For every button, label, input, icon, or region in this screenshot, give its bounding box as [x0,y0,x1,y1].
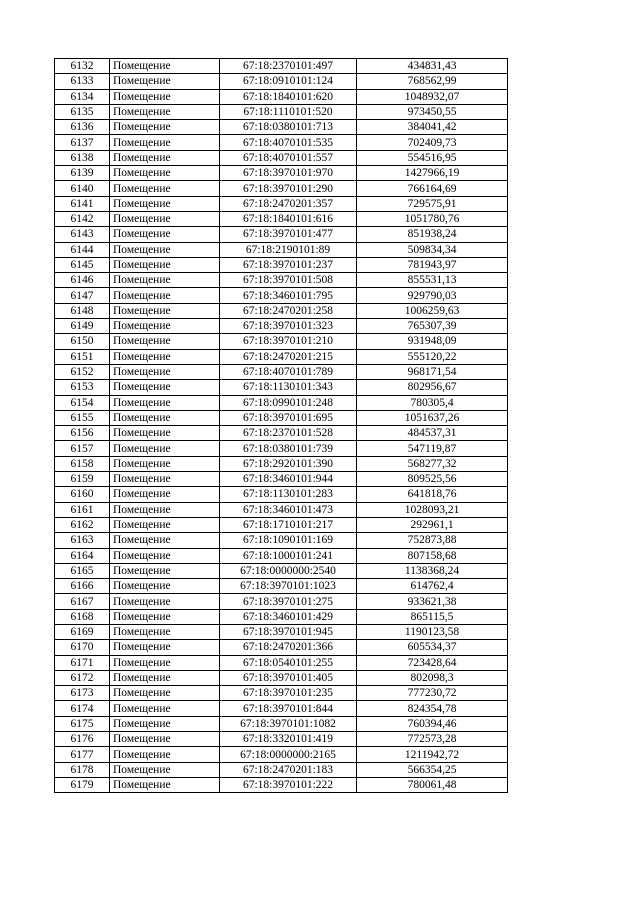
table-row [55,135,508,150]
cadastral-value-cell: 641818,76 [357,487,508,502]
cadastral-number-cell: 67:18:3970101:237 [220,257,357,272]
cadastral-number-cell: 67:18:2470201:215 [220,349,357,364]
object-type-cell: Помещение [110,303,220,318]
object-type-cell: Помещение [110,426,220,441]
cadastral-number-cell: 67:18:3970101:323 [220,319,357,334]
table-row [55,502,508,517]
object-type-cell: Помещение [110,257,220,272]
table-row [55,166,508,181]
table-row [55,380,508,395]
cadastral-number-cell: 67:18:2190101:89 [220,242,357,257]
object-type-cell: Помещение [110,777,220,792]
object-type-cell: Помещение [110,166,220,181]
cadastral-number-cell: 67:18:4070101:535 [220,135,357,150]
cadastral-number-cell: 67:18:0000000:2165 [220,747,357,762]
table-row [55,150,508,165]
table-row [55,104,508,119]
object-type-cell: Помещение [110,349,220,364]
cadastral-number-cell: 67:18:3970101:970 [220,166,357,181]
table-row [55,349,508,364]
row-number-cell: 6171 [55,655,110,670]
table-row [55,257,508,272]
cadastral-value-cell: 781943,97 [357,257,508,272]
cadastral-number-cell: 67:18:1110101:520 [220,104,357,119]
cadastral-value-cell: 1048932,07 [357,89,508,104]
row-number-cell: 6165 [55,563,110,578]
cadastral-number-cell: 67:18:1090101:169 [220,533,357,548]
row-number-cell: 6142 [55,211,110,226]
table-row [55,762,508,777]
table-row [55,319,508,334]
row-number-cell: 6154 [55,395,110,410]
table-row [55,777,508,792]
row-number-cell: 6178 [55,762,110,777]
object-type-cell: Помещение [110,502,220,517]
object-type-cell: Помещение [110,74,220,89]
object-type-cell: Помещение [110,242,220,257]
cadastral-value-cell: 605534,37 [357,640,508,655]
cadastral-number-cell: 67:18:1710101:217 [220,517,357,532]
cadastral-number-cell: 67:18:2470201:366 [220,640,357,655]
object-type-cell: Помещение [110,104,220,119]
row-number-cell: 6147 [55,288,110,303]
cadastral-number-cell: 67:18:0380101:739 [220,441,357,456]
cadastral-number-cell: 67:18:1000101:241 [220,548,357,563]
property-table-body [55,59,508,793]
row-number-cell: 6168 [55,609,110,624]
cadastral-value-cell: 555120,22 [357,349,508,364]
table-row [55,624,508,639]
cadastral-value-cell: 809525,56 [357,472,508,487]
row-number-cell: 6162 [55,517,110,532]
row-number-cell: 6155 [55,410,110,425]
object-type-cell: Помещение [110,319,220,334]
row-number-cell: 6139 [55,166,110,181]
cadastral-value-cell: 752873,88 [357,533,508,548]
object-type-cell: Помещение [110,640,220,655]
object-type-cell: Помещение [110,533,220,548]
row-number-cell: 6149 [55,319,110,334]
row-number-cell: 6134 [55,89,110,104]
table-row [55,303,508,318]
cadastral-number-cell: 67:18:3970101:405 [220,670,357,685]
row-number-cell: 6177 [55,747,110,762]
table-row [55,670,508,685]
table-row [55,211,508,226]
object-type-cell: Помещение [110,563,220,578]
cadastral-value-cell: 929790,03 [357,288,508,303]
table-row [55,410,508,425]
cadastral-value-cell: 802956,67 [357,380,508,395]
object-type-cell: Помещение [110,472,220,487]
object-type-cell: Помещение [110,334,220,349]
cadastral-number-cell: 67:18:3320101:419 [220,732,357,747]
row-number-cell: 6164 [55,548,110,563]
row-number-cell: 6132 [55,59,110,74]
row-number-cell: 6148 [55,303,110,318]
object-type-cell: Помещение [110,517,220,532]
row-number-cell: 6172 [55,670,110,685]
row-number-cell: 6175 [55,716,110,731]
cadastral-value-cell: 384041,42 [357,120,508,135]
object-type-cell: Помещение [110,609,220,624]
row-number-cell: 6144 [55,242,110,257]
cadastral-number-cell: 67:18:3970101:945 [220,624,357,639]
object-type-cell: Помещение [110,211,220,226]
cadastral-number-cell: 67:18:3970101:508 [220,273,357,288]
cadastral-number-cell: 67:18:1840101:616 [220,211,357,226]
table-row [55,533,508,548]
object-type-cell: Помещение [110,135,220,150]
object-type-cell: Помещение [110,441,220,456]
table-row [55,288,508,303]
cadastral-value-cell: 780305,4 [357,395,508,410]
cadastral-number-cell: 67:18:3970101:290 [220,181,357,196]
object-type-cell: Помещение [110,395,220,410]
cadastral-number-cell: 67:18:1130101:343 [220,380,357,395]
object-type-cell: Помещение [110,364,220,379]
cadastral-number-cell: 67:18:0540101:255 [220,655,357,670]
table-row [55,120,508,135]
table-row [55,579,508,594]
cadastral-value-cell: 802098,3 [357,670,508,685]
table-row [55,701,508,716]
object-type-cell: Помещение [110,181,220,196]
cadastral-number-cell: 67:18:2470201:357 [220,196,357,211]
cadastral-number-cell: 67:18:3460101:429 [220,609,357,624]
row-number-cell: 6157 [55,441,110,456]
cadastral-number-cell: 67:18:2470201:183 [220,762,357,777]
object-type-cell: Помещение [110,59,220,74]
table-row [55,716,508,731]
cadastral-value-cell: 702409,73 [357,135,508,150]
row-number-cell: 6159 [55,472,110,487]
row-number-cell: 6145 [55,257,110,272]
table-row [55,227,508,242]
row-number-cell: 6138 [55,150,110,165]
object-type-cell: Помещение [110,380,220,395]
cadastral-value-cell: 1028093,21 [357,502,508,517]
row-number-cell: 6153 [55,380,110,395]
table-row [55,426,508,441]
row-number-cell: 6152 [55,364,110,379]
row-number-cell: 6158 [55,456,110,471]
object-type-cell: Помещение [110,747,220,762]
cadastral-number-cell: 67:18:3970101:210 [220,334,357,349]
cadastral-value-cell: 766164,69 [357,181,508,196]
cadastral-value-cell: 554516,95 [357,150,508,165]
table-row [55,59,508,74]
row-number-cell: 6143 [55,227,110,242]
cadastral-value-cell: 777230,72 [357,686,508,701]
cadastral-number-cell: 67:18:2370101:528 [220,426,357,441]
table-row [55,181,508,196]
object-type-cell: Помещение [110,227,220,242]
cadastral-value-cell: 484537,31 [357,426,508,441]
cadastral-value-cell: 1138368,24 [357,563,508,578]
row-number-cell: 6133 [55,74,110,89]
cadastral-value-cell: 1006259,63 [357,303,508,318]
cadastral-value-cell: 1051637,26 [357,410,508,425]
cadastral-number-cell: 67:18:0910101:124 [220,74,357,89]
cadastral-number-cell: 67:18:3460101:795 [220,288,357,303]
cadastral-value-cell: 968171,54 [357,364,508,379]
table-row [55,517,508,532]
row-number-cell: 6170 [55,640,110,655]
cadastral-value-cell: 933621,38 [357,594,508,609]
cadastral-number-cell: 67:18:3970101:477 [220,227,357,242]
cadastral-number-cell: 67:18:2370101:497 [220,59,357,74]
row-number-cell: 6140 [55,181,110,196]
cadastral-value-cell: 568277,32 [357,456,508,471]
object-type-cell: Помещение [110,548,220,563]
object-type-cell: Помещение [110,456,220,471]
cadastral-value-cell: 614762,4 [357,579,508,594]
cadastral-number-cell: 67:18:3970101:235 [220,686,357,701]
object-type-cell: Помещение [110,670,220,685]
cadastral-value-cell: 1427966,19 [357,166,508,181]
row-number-cell: 6135 [55,104,110,119]
row-number-cell: 6137 [55,135,110,150]
cadastral-value-cell: 566354,25 [357,762,508,777]
table-row [55,609,508,624]
object-type-cell: Помещение [110,150,220,165]
row-number-cell: 6161 [55,502,110,517]
table-row [55,74,508,89]
table-row [55,334,508,349]
cadastral-value-cell: 851938,24 [357,227,508,242]
object-type-cell: Помещение [110,624,220,639]
cadastral-value-cell: 434831,43 [357,59,508,74]
row-number-cell: 6141 [55,196,110,211]
cadastral-number-cell: 67:18:4070101:789 [220,364,357,379]
table-row [55,594,508,609]
row-number-cell: 6163 [55,533,110,548]
cadastral-value-cell: 1190123,58 [357,624,508,639]
table-row [55,563,508,578]
row-number-cell: 6150 [55,334,110,349]
cadastral-value-cell: 765307,39 [357,319,508,334]
cadastral-number-cell: 67:18:3970101:1082 [220,716,357,731]
cadastral-number-cell: 67:18:2920101:390 [220,456,357,471]
table-row [55,456,508,471]
row-number-cell: 6173 [55,686,110,701]
cadastral-number-cell: 67:18:3460101:944 [220,472,357,487]
object-type-cell: Помещение [110,701,220,716]
cadastral-value-cell: 723428,64 [357,655,508,670]
cadastral-number-cell: 67:18:3970101:1023 [220,579,357,594]
row-number-cell: 6160 [55,487,110,502]
object-type-cell: Помещение [110,732,220,747]
object-type-cell: Помещение [110,410,220,425]
row-number-cell: 6179 [55,777,110,792]
table-row [55,364,508,379]
cadastral-value-cell: 931948,09 [357,334,508,349]
row-number-cell: 6136 [55,120,110,135]
object-type-cell: Помещение [110,196,220,211]
cadastral-value-cell: 509834,34 [357,242,508,257]
row-number-cell: 6166 [55,579,110,594]
cadastral-value-cell: 729575,91 [357,196,508,211]
object-type-cell: Помещение [110,89,220,104]
cadastral-value-cell: 855531,13 [357,273,508,288]
object-type-cell: Помещение [110,487,220,502]
cadastral-value-cell: 973450,55 [357,104,508,119]
cadastral-number-cell: 67:18:3460101:473 [220,502,357,517]
table-row [55,640,508,655]
cadastral-number-cell: 67:18:0380101:713 [220,120,357,135]
row-number-cell: 6174 [55,701,110,716]
table-row [55,89,508,104]
object-type-cell: Помещение [110,594,220,609]
cadastral-value-cell: 865115,5 [357,609,508,624]
table-row [55,686,508,701]
cadastral-value-cell: 824354,78 [357,701,508,716]
cadastral-value-cell: 780061,48 [357,777,508,792]
row-number-cell: 6169 [55,624,110,639]
object-type-cell: Помещение [110,120,220,135]
table-row [55,273,508,288]
table-row [55,655,508,670]
cadastral-value-cell: 807158,68 [357,548,508,563]
cadastral-number-cell: 67:18:4070101:557 [220,150,357,165]
cadastral-value-cell: 1051780,76 [357,211,508,226]
table-row [55,747,508,762]
cadastral-number-cell: 67:18:0000000:2540 [220,563,357,578]
cadastral-value-cell: 547119,87 [357,441,508,456]
cadastral-number-cell: 67:18:3970101:844 [220,701,357,716]
cadastral-value-cell: 292961,1 [357,517,508,532]
table-row [55,732,508,747]
cadastral-number-cell: 67:18:2470201:258 [220,303,357,318]
cadastral-number-cell: 67:18:0990101:248 [220,395,357,410]
table-row [55,395,508,410]
cadastral-number-cell: 67:18:1130101:283 [220,487,357,502]
cadastral-value-cell: 772573,28 [357,732,508,747]
object-type-cell: Помещение [110,288,220,303]
object-type-cell: Помещение [110,762,220,777]
object-type-cell: Помещение [110,273,220,288]
cadastral-number-cell: 67:18:3970101:695 [220,410,357,425]
table-row [55,487,508,502]
row-number-cell: 6146 [55,273,110,288]
object-type-cell: Помещение [110,655,220,670]
table-row [55,441,508,456]
row-number-cell: 6156 [55,426,110,441]
property-table [54,58,508,793]
row-number-cell: 6151 [55,349,110,364]
table-row [55,242,508,257]
object-type-cell: Помещение [110,579,220,594]
cadastral-number-cell: 67:18:3970101:222 [220,777,357,792]
cadastral-number-cell: 67:18:3970101:275 [220,594,357,609]
row-number-cell: 6167 [55,594,110,609]
cadastral-value-cell: 768562,99 [357,74,508,89]
cadastral-number-cell: 67:18:1840101:620 [220,89,357,104]
object-type-cell: Помещение [110,686,220,701]
table-row [55,472,508,487]
cadastral-value-cell: 760394,46 [357,716,508,731]
table-row [55,196,508,211]
row-number-cell: 6176 [55,732,110,747]
table-row [55,548,508,563]
object-type-cell: Помещение [110,716,220,731]
cadastral-value-cell: 1211942,72 [357,747,508,762]
